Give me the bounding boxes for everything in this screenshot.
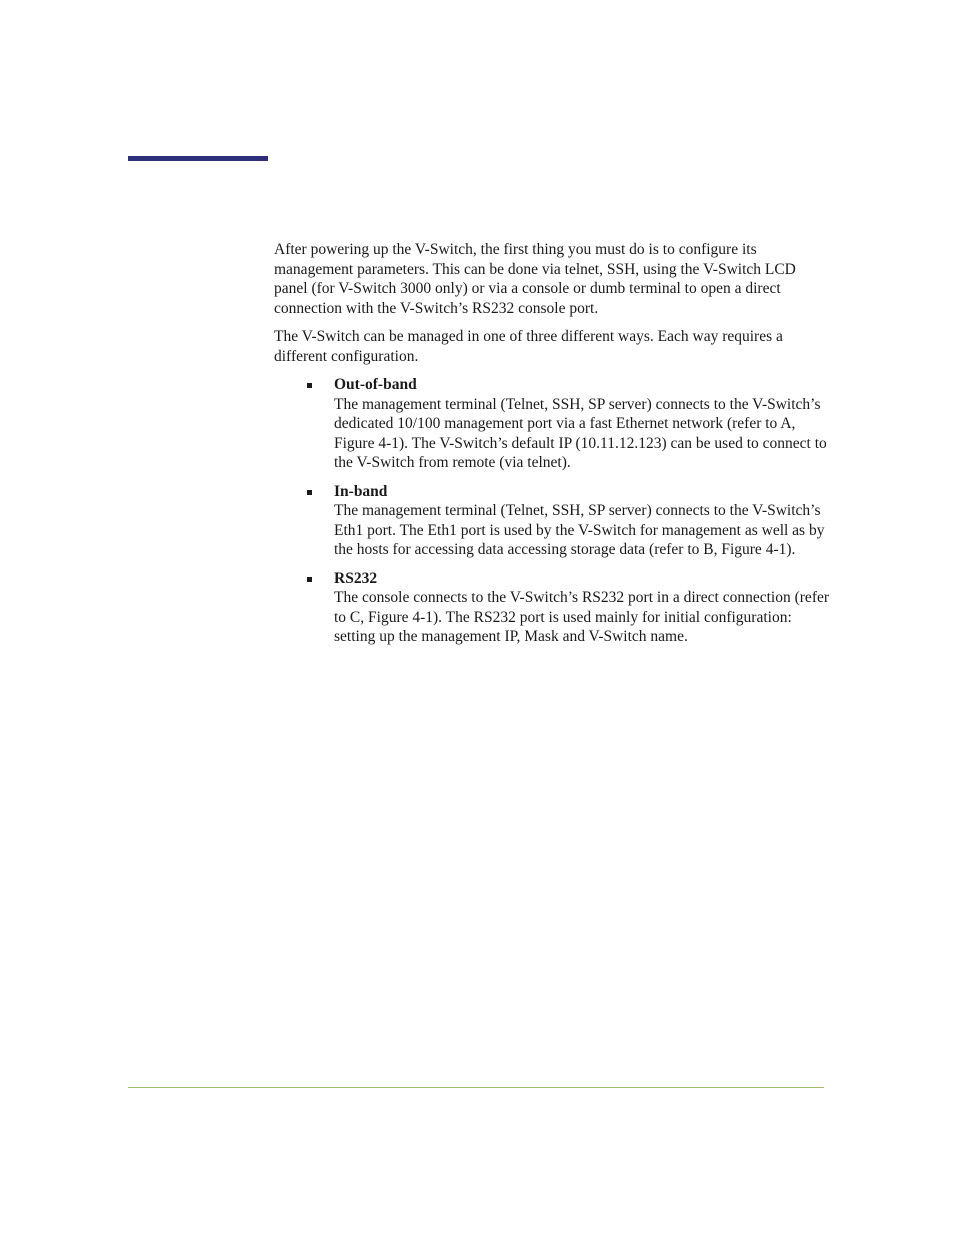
method-description: The console connects to the V-Switch’s RS232 port in a direct connection (refer to C, Figure 4-1). The RS232 port is used mainly for initial configuration: setting up the management IP, Mask and V-Switch name. — [334, 589, 830, 645]
square-bullet-icon — [307, 490, 312, 495]
list-item-out-of-band — [274, 375, 830, 473]
method-title: In-band — [334, 482, 388, 500]
management-methods-list — [274, 375, 830, 647]
section-heading-rule — [128, 156, 268, 161]
method-description: The management terminal (Telnet, SSH, SP server) connects to the V-Switch’s dedicated 10/100 management port via a fast Ethernet network (refer to A, Figure 4-1). The V-Switch’s default IP (10.11.12.123) can be used to connect to the V-Switch from remote (via telnet). — [334, 395, 827, 471]
intro-paragraph-1: After powering up the V-Switch, the first thing you must do is to configure its management parameters. This can be done via telnet, SSH, using the V-Switch LCD panel (for V-Switch 3000 only) or via a console or dumb terminal to open a direct connection with the V-Switch’s RS232 console port. — [274, 241, 796, 317]
intro-paragraph-2: The V-Switch can be managed in one of three different ways. Each way requires a different configuration. — [274, 328, 783, 365]
footer-rule — [128, 1087, 824, 1088]
square-bullet-icon — [307, 383, 312, 388]
list-item-rs232 — [274, 569, 830, 647]
method-description: The management terminal (Telnet, SSH, SP server) connects to the V-Switch’s Eth1 port. The Eth1 port is used by the V-Switch for management as well as by the hosts for accessing data accessing storage data (refer to B, Figure 4-1). — [334, 502, 825, 558]
list-item-in-band — [274, 482, 830, 560]
document-body — [274, 240, 830, 656]
method-title: RS232 — [334, 569, 378, 587]
method-title: Out-of-band — [334, 376, 417, 393]
square-bullet-icon — [307, 577, 312, 582]
